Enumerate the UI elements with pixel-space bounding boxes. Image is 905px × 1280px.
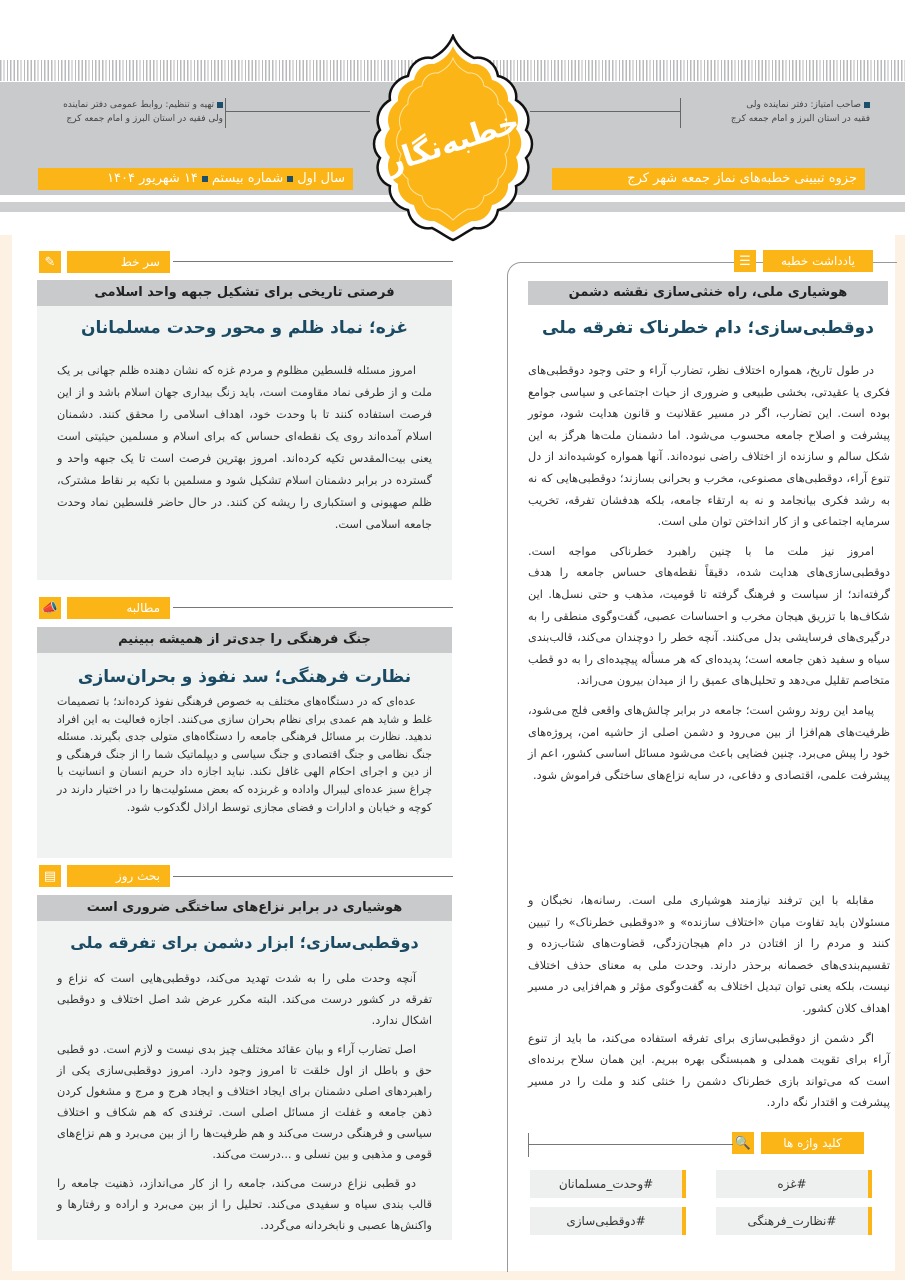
- logo-emblem: [362, 34, 544, 242]
- divider: [528, 1133, 529, 1157]
- section-tag-keywords: کلید واژه ها 🔍: [732, 1131, 864, 1155]
- divider: [528, 1144, 733, 1145]
- keyword-tag[interactable]: #غزه: [716, 1170, 872, 1198]
- article-card-polarization: [37, 895, 452, 1240]
- article-body: عده‌ای که در دستگاه‌های مختلف به خصوص فرهنگی نفوذ کرده‌اند؛ با تصمیمات غلط و شاید هم عمدی برای نظام بحران سازی می‌کنند. اجازه فعالیت به این افراد ندهید. نظارت بر مسائل فرهنگی جامعه را دستگاه‌های متولی جدی بگیرند. مسئله جنگ نظامی و جنگ اقتصادی و جنگ سیاسی و دیپلماتیک شما را از جنگ فرهنگی و از دین و اجرای احکام الهی غافل نکند. نباید اجازه داد حریم انسان و انسانیت با چراغ سبز عده‌ای لیبرال واداده و غربزده که بعض مسئولیت‌ها را در اختیار دارند در کوچه و خیابان و ادارات و فضای مجازی توسط اراذل لگدکوب شود.: [57, 695, 432, 814]
- issue-info: سال اولشماره بیستم۱۴ شهریور ۱۴۰۴: [38, 168, 353, 190]
- document-icon: ▤: [39, 865, 61, 887]
- producer-credit: تهیه و تنظیم: روابط عمومی دفتر نماینده ولی فقیه در استان البرز و امام جمعه کرج: [63, 100, 223, 124]
- article-body: امروز مسئله فلسطین مظلوم و مردم غزه که نشان دهنده ظلم جهانی بر یک ملت و از طرفی نماد مقاومت است، باید زنگ بیداری جهان اسلام باشد و از این فرصت استفاده کنند تا با وحدت خود، اهداف اسلامی را محقق کنند. دشمنان اسلام آمده‌اند روی یک نقطه‌ای حساس که برای اسلام و مسلمین حیثیتی است یعنی بیت‌المقدس تکیه کرده‌اند. امروز بهترین فرصت است تا یک جبهه واحد و گسترده در برابر دشمنان اسلام تشکیل شود و مسلمین با تکیه بر نقاط مشترک، ظلم صهیونی و استکباری را ریشه کن کنند. در حال حاضر فلسطین نماد وحدت جامعه اسلامی است.: [57, 364, 432, 531]
- editorial-paragraph: پیامد این روند روشن است؛ جامعه در برابر چالش‌های واقعی فلج می‌شود، ظرفیت‌های هم‌افزا از بین می‌رود و دشمن اصلی از حاشیه امن، پروژه‌های خود را پیش می‌برد. چنین فضایی باعث می‌شود مسائل اساسی کشور، اعم از پیشرفت علمی، اقتصادی و دفاعی، در سایه نزاع‌های ساختگی فراموش شود.: [528, 703, 890, 782]
- editorial-body-bottom: [528, 890, 890, 1122]
- section-tag-headline: سر خط ✎: [39, 250, 170, 274]
- keyword-tag[interactable]: #دوقطبی‌سازی: [530, 1207, 686, 1235]
- bullet-square-icon: [202, 176, 208, 182]
- editorial-paragraph: مقابله با این ترفند نیازمند هوشیاری ملی است. رسانه‌ها، نخبگان و مسئولان باید تفاوت میان «اختلاف سازنده» و «دوقطبی خطرناک» را تبیین کنند و مردم را از افتادن در دام هیجان‌زدگی، قضاوت‌های شتاب‌زده و تقسیم‌بندی‌های خصمانه برحذر دارند. وحدت ملی به معنای حذف اختلاف نیست، بلکه یعنی توان تبدیل اختلاف به گفت‌وگوی مؤثر و هم‌افزایی در مسیر اهداف کلان کشور.: [528, 894, 890, 1015]
- keyword-list: [530, 1170, 872, 1235]
- editorial-paragraph: در طول تاریخ، همواره اختلاف نظر، تضارب آراء و حتی وجود دوقطبی‌های فکری یا عقیدتی، بخشی طبیعی و ضروری از حیات اجتماعی و سیاسی جوامع بوده است. این تضارب، اگر در مسیر عقلانیت و قانون هدایت شود، موتور پیشرفت و اصلاح جامعه محسوب می‌شود. اما دشمنان ملت‌ها هرگز به این شکل سالم و سازنده از اختلاف راضی نبوده‌اند. آنها همواره کوشیده‌اند از دل تنوع آراء، دوقطبی‌های مصنوعی، مخرب و بحرانی بسازند؛ دوقطبی‌هایی که نه به رشد فکری بیانجامد و نه به ارتقاء جامعه، بلکه هدفشان تفرقه، تخریب سرمایه اجتماعی و از کار انداختن توان ملی است.: [528, 364, 890, 529]
- article-body: دو قطبی نزاع درست می‌کند، جامعه را از کار می‌اندازد، ذهنیت جامعه را قالب بندی سیاه و سفیدی می‌کند. تحلیل را از بین می‌برد و اراده و رفتارها و واکنش‌ها عصبی و نابخردانه می‌گردد.: [57, 1177, 432, 1232]
- article-kicker: جنگ فرهنگی را جدی‌تر از همیشه ببینیم: [37, 627, 452, 653]
- article-headline: غزه؛ نماد ظلم و محور وحدت مسلمانان: [80, 318, 409, 338]
- divider: [173, 876, 453, 877]
- logo-calligraphy: خطبه‌نگار: [381, 104, 524, 181]
- article-headline: نظارت فرهنگی؛ سد نفوذ و بحران‌سازی: [77, 667, 412, 687]
- notes-icon: ☰: [734, 250, 756, 272]
- search-document-icon: 🔍: [732, 1132, 754, 1154]
- editorial-paragraph: امروز نیز ملت ما با چنین راهبرد خطرناکی مواجه است. دوقطبی‌سازی‌های هدایت شده، دقیقاً نقطه‌های حساس جامعه را هدف گرفته‌اند؛ از سیاست و فرهنگ گرفته تا قومیت، مذهب و حتی نسل‌ها. این شکاف‌ها با تزریق هیجان مخرب و احساسات عصبی، گفت‌وگوی منطقی را به درگیری‌های فرسایشی بدل می‌کنند. آنچه خطر را دوچندان می‌کند، قالب‌بندی سیاه و سفید ذهن جامعه است؛ پدیده‌ای که هر مسأله پیچیده‌ای را به دو قطب متخاصم تقلیل می‌دهد و تحلیل‌های عمیق را از میدان بیرون می‌راند.: [528, 544, 890, 688]
- tagline: جزوه تبیینی خطبه‌های نماز جمعه شهر کرج: [552, 168, 865, 190]
- bullet-square-icon: [287, 176, 293, 182]
- pen-icon: ✎: [39, 251, 61, 273]
- section-tag-hot-topic: بحث روز ▤: [39, 864, 170, 888]
- article-kicker: فرصتی تاریخی برای تشکیل جبهه واحد اسلامی: [37, 280, 452, 306]
- article-card-gaza: [37, 280, 452, 580]
- article-headline: دوقطبی‌سازی؛ ابزار دشمن برای تفرقه ملی: [70, 933, 419, 952]
- article-kicker: هوشیاری در برابر نزاع‌های ساختگی ضروری است: [37, 895, 452, 921]
- masthead: [0, 0, 905, 235]
- editorial-paragraph: اگر دشمن از دوقطبی‌سازی برای تفرقه استفاده می‌کند، ما باید از تنوع آراء برای تقویت همدلی و همبستگی بهره ببریم. این همان سلاح برنده‌ای است که می‌تواند بازی خطرناک دشمن را خنثی کند و ملت را در مسیر پیشرفت و اقتدار نگه دارد.: [528, 1031, 890, 1110]
- editorial-headline: دوقطبی‌سازی؛ دام خطرناک تفرقه ملی: [542, 318, 874, 338]
- divider: [225, 111, 370, 112]
- section-tag-demand: مطالبه 📣: [39, 596, 170, 620]
- bullet-square-icon: [864, 102, 870, 108]
- editorial-kicker: هوشیاری ملی، راه خنثی‌سازی نقشه دشمن: [528, 281, 888, 305]
- divider: [173, 607, 453, 608]
- bullet-square-icon: [217, 102, 223, 108]
- keyword-tag[interactable]: #نظارت_فرهنگی: [716, 1207, 872, 1235]
- megaphone-icon: 📣: [39, 597, 61, 619]
- keyword-tag[interactable]: #وحدت_مسلمانان: [530, 1170, 686, 1198]
- page-margin: [0, 1271, 905, 1280]
- article-body: اصل تضارب آراء و بیان عقائد مختلف چیز بدی نیست و لازم است. دو قطبی حق و باطل از اول خلقت تا امروز وجود دارد. امروز دوقطبی‌سازی یکی از راهبردهای اصلی دشمنان برای ایجاد اختلاف و ایجاد هرج و مرج و مشغول کردن ذهن جامعه و غفلت از مسائل اصلی است. ترفندی که هم شکاف و اختلاف سیاسی و فرهنگی درست می‌کند و هم ظرفیت‌ها را از بین می‌برد و هم نزاع‌های قومی و مذهبی و بین نسلی و ...درست می‌کند.: [57, 1043, 432, 1161]
- divider: [225, 98, 226, 128]
- section-tag-sermon-note: یادداشت خطبه ☰: [734, 249, 873, 273]
- article-card-culture: [37, 627, 452, 858]
- publisher-credit: صاحب امتیاز: دفتر نماینده ولی فقیه در استان البرز و امام جمعه کرج: [730, 100, 870, 124]
- page-margin: [0, 235, 12, 1280]
- article-body: آنچه وحدت ملی را به شدت تهدید می‌کند، دوقطبی‌هایی است که نزاع و تفرقه در کشور درست می‌کند. البته مکرر عرض شد اصل اختلاف و دوقطبی اشکال ندارد.: [57, 972, 432, 1027]
- divider: [173, 261, 453, 262]
- editorial-body-top: [528, 360, 890, 794]
- divider: [530, 111, 680, 112]
